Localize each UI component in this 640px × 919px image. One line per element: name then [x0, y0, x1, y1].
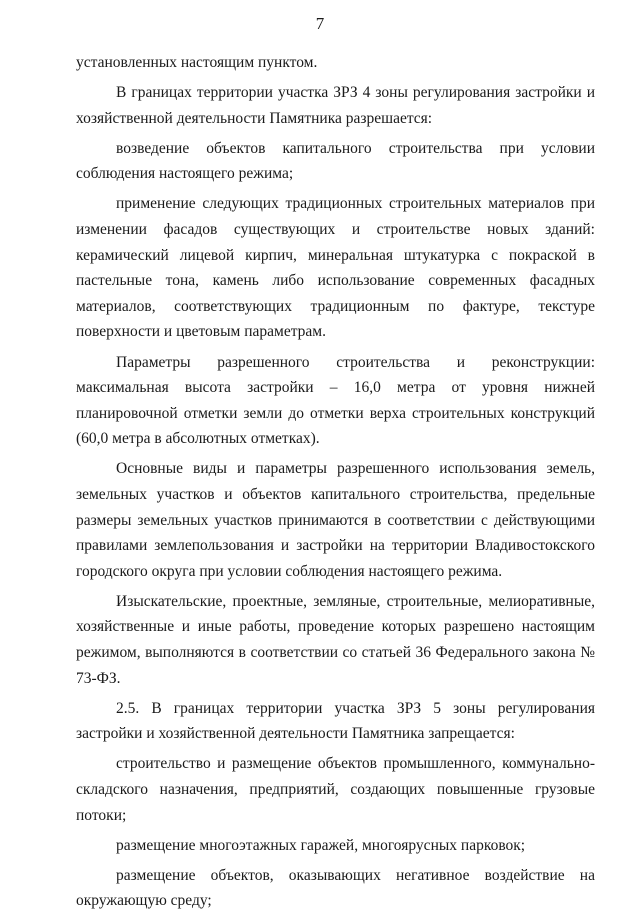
paragraph-works: Изыскательские, проектные, земляные, строительные, мелиоративные, хозяйственные и иные работы, проведение которых разрешено настоящим режимом, выполняются в соответствии со статьей 36 Федерального закона № 73-ФЗ. — [76, 592, 595, 687]
page-number: 7 — [315, 14, 325, 33]
paragraph-materials: применение следующих традиционных строительных материалов при изменении фасадов существующих и строительстве новых зданий: керамический лицевой кирпич, минеральная штукатурка с покраской в пастельные тона, камень либо использование современных фасадных материалов, соответствующих традиционным по фактуре, текстуре поверхности и цветовым параметрам. — [76, 195, 595, 341]
paragraph-zrz4-allowed-intro: В границах территории участка ЗРЗ 4 зоны регулирования застройки и хозяйственной деятельности Памятника разрешается: — [76, 84, 595, 127]
paragraph-negative-impact-prohibited: размещение объектов, оказывающих негативное воздействие на окружающую среду; — [76, 866, 595, 910]
paragraph-land-use: Основные виды и параметры разрешенного использования земель, земельных участков и объектов капитального строительства, предельные размеры земельных участков принимаются в соответствии с действующими правилами землепользования и застройки на территории Владивостокского городского округа при условии соблюдения настоящего режима. — [76, 460, 595, 580]
paragraph-height-parameters: Параметры разрешенного строительства и реконструкции: максимальная высота застройки – 16,0 метра от уровня нижней планировочной отметки земли до отметки верха строительных конструкций (60,0 метра в абсолютных отметках). — [76, 353, 595, 448]
paragraph-industrial-prohibited: строительство и размещение объектов промышленного, коммунально-складского назначения, предприятий, создающих повышенные грузовые потоки; — [76, 755, 595, 824]
paragraph-garages-prohibited: размещение многоэтажных гаражей, многоярусных парковок; — [116, 836, 526, 854]
paragraph-continuation: установленных настоящим пунктом. — [76, 54, 318, 71]
document-body — [76, 50, 595, 919]
paragraph-zrz5-prohibited-intro: 2.5. В границах территории участка ЗРЗ 5 зоны регулирования застройки и хозяйственной деятельности Памятника запрещается: — [76, 699, 595, 743]
paragraph-construction-allowed: возведение объектов капитального строительства при условии соблюдения настоящего режима; — [76, 139, 595, 183]
